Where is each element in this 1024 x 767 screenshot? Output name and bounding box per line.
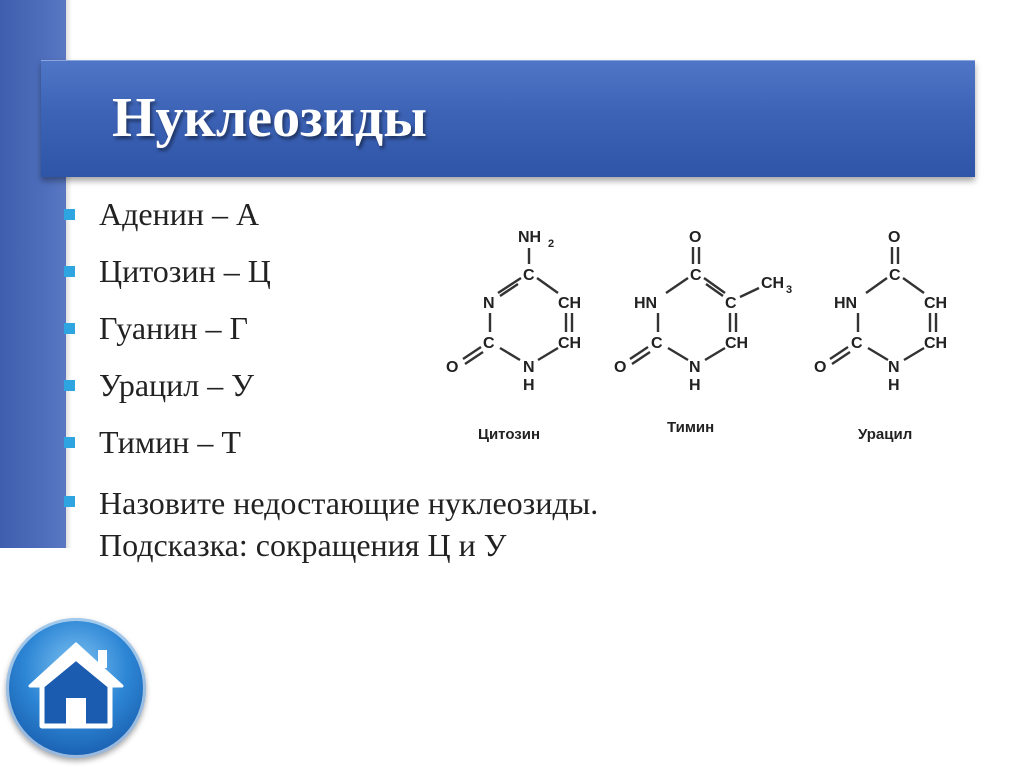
atom-label: C bbox=[725, 295, 737, 312]
list-item bbox=[62, 250, 482, 307]
atom-label: HN bbox=[634, 295, 658, 312]
atom-label: C bbox=[690, 267, 702, 284]
structure-caption: Цитозин bbox=[478, 426, 541, 443]
atom-label: 3 bbox=[786, 284, 793, 296]
bullet-label: Цитозин – Ц bbox=[99, 253, 271, 289]
atom-label: N bbox=[689, 359, 701, 376]
bullet-label: Гуанин – Г bbox=[99, 310, 248, 346]
thymine-structure bbox=[614, 229, 792, 436]
bullet-label: Аденин – А bbox=[99, 196, 260, 232]
uracil-structure bbox=[814, 229, 947, 443]
atom-label: O bbox=[888, 229, 901, 246]
atom-label: CH bbox=[761, 275, 785, 292]
atom-label: C bbox=[889, 267, 901, 284]
atom-label: 2 bbox=[548, 238, 555, 250]
nucleobase-structures bbox=[430, 210, 990, 460]
bullet-marker-icon bbox=[64, 266, 75, 277]
hint-line: Подсказка: сокращения Ц и У bbox=[99, 527, 507, 563]
atom-label: N bbox=[483, 295, 495, 312]
structure-caption: Тимин bbox=[667, 419, 715, 436]
structure-caption: Урацил bbox=[858, 426, 913, 443]
atom-label: CH bbox=[924, 295, 948, 312]
cytosine-structure bbox=[446, 229, 581, 443]
atom-label: C bbox=[523, 267, 535, 284]
bullet-marker-icon bbox=[64, 209, 75, 220]
atom-label: N bbox=[523, 359, 535, 376]
list-item bbox=[62, 364, 482, 421]
atom-label: O bbox=[614, 359, 627, 376]
atom-label: O bbox=[689, 229, 702, 246]
bullet-label: Тимин – Т bbox=[99, 424, 241, 460]
list-item bbox=[62, 307, 482, 364]
bullet-list bbox=[62, 193, 482, 478]
atom-label: N bbox=[888, 359, 900, 376]
atom-label: CH bbox=[558, 335, 582, 352]
atom-label: H bbox=[888, 377, 900, 394]
atom-label: CH bbox=[725, 335, 749, 352]
atom-label: NH bbox=[518, 229, 542, 246]
atom-label: O bbox=[814, 359, 827, 376]
bullet-marker-icon bbox=[64, 496, 75, 507]
atom-label: O bbox=[446, 359, 459, 376]
home-icon bbox=[6, 618, 146, 758]
atom-label: HN bbox=[834, 295, 858, 312]
atom-label: C bbox=[483, 335, 495, 352]
bullet-label: Урацил – У bbox=[99, 367, 254, 403]
list-item bbox=[62, 421, 482, 478]
atom-label: H bbox=[689, 377, 701, 394]
home-button[interactable] bbox=[6, 618, 146, 758]
atom-label: C bbox=[651, 335, 663, 352]
bullet-marker-icon bbox=[64, 323, 75, 334]
question-block bbox=[62, 482, 859, 566]
atom-label: CH bbox=[924, 335, 948, 352]
bullet-marker-icon bbox=[64, 437, 75, 448]
slide-title: Нуклеозиды bbox=[112, 87, 427, 149]
bullet-marker-icon bbox=[64, 380, 75, 391]
question-line: Назовите недостающие нуклеозиды. bbox=[99, 485, 599, 521]
list-item bbox=[62, 193, 482, 250]
atom-label: CH bbox=[558, 295, 582, 312]
atom-label: C bbox=[851, 335, 863, 352]
atom-label: H bbox=[523, 377, 535, 394]
